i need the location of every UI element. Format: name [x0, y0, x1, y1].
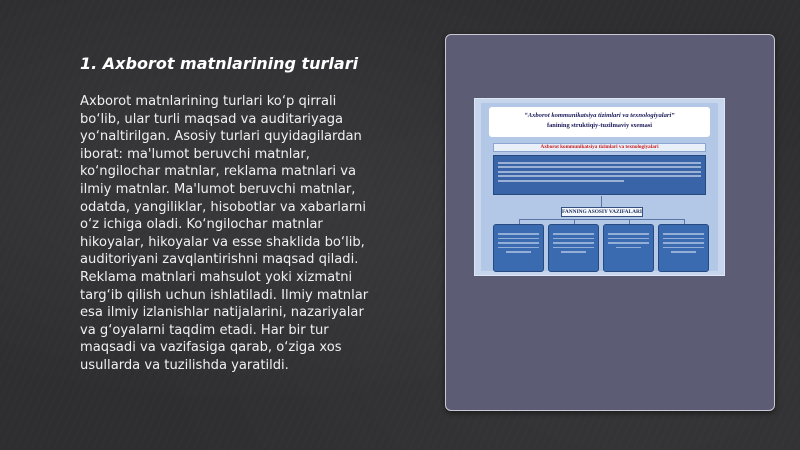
structure-diagram-image [474, 98, 725, 276]
diagram-task-box-3 [603, 224, 654, 272]
slide-title: 1. Axborot matnlarining turlari [80, 54, 359, 73]
diagram-tasks-label: FANNING ASOSIY VAZIFALARI [562, 209, 642, 215]
diagram-task-box-4 [658, 224, 709, 272]
diagram-connector-horizontal [519, 219, 684, 220]
diagram-header-title: “Axborot kommunikatsiya tizimlari va texnologiyalari” [524, 112, 675, 119]
diagram-canvas [481, 103, 718, 271]
diagram-connector-vertical [601, 196, 602, 207]
slide-body-text: Axborot matnlarining turlari ko‘p qirrali bo‘lib, ular turli maqsad va auditariyaga yo‘naltirilgan. Asosiy turlari quyidagilardan iborat: ma'lumot beruvchi matnlar, ko‘ngilochar matnlar, reklama matnlari va ilmiy matnlar. Ma'lumot beruvchi matnlar, odatda, yangiliklar, hisobotlar va xabarlarni o‘z ichiga oladi. Ko‘ngilochar matnlar hikoyalar, hikoyalar va esse shaklida bo‘lib, auditoriyani zavqlantirishni maqsad qiladi. Reklama matnlari mahsulot yoki xizmatni targ‘ib qilish uchun ishlatiladi. Ilmiy matnlar esa ilmiy izlanishlar natijalarini, nazariyalar va g‘oyalarni taqdim etadi. Har bir tur maqsadi va vazifasiga qarab, o‘ziga xos usullarda va tuzilishda yaratildi. [80, 94, 369, 373]
diagram-task-box-1 [493, 224, 544, 272]
diagram-description-box [493, 155, 706, 195]
diagram-header-subtitle: fanining struktiqiy-tuzilmaviy sxemasi [546, 122, 653, 129]
diagram-title-bar: Axborot kommunikatsiya tizimlari va texnologiyalari [493, 143, 706, 152]
diagram-header [489, 107, 710, 137]
diagram-task-box-2 [548, 224, 599, 272]
